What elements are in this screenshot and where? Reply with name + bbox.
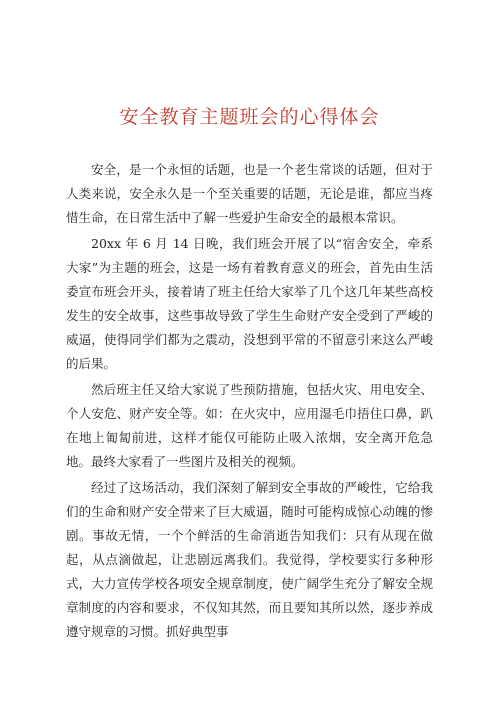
paragraph-2: 20xx 年 6 月 14 日晚，我们班会开展了以“宿舍安全，牵系大家”为主题的班会，这是一场有着教育意义的班会，首先由生活委宣布班会开头，接着请了班主任给大家举了几个这几年某些高校发生的安全故事，这些事故导致了学生生命财产安全受到了严峻的威逼，使得同学们都为之震动，没想到平常的不留意引来这么严峻的后果。 — [66, 236, 433, 371]
paragraph-4: 经过了这场活动，我们深刻了解到安全事故的严峻性，它给我们的生命和财产安全带来了巨大威逼，随时可能构成惊心动魄的惨剧。事故无情，一个个鲜活的生命消逝告知我们：只有从现在做起，从点滴做起，让悲剧远离我们。我觉得，学校要实行多种形式，大力宣传学校各项安全规章制度，使广阔学生充分了解安全规章制度的内容和要求，不仅知其然，而且要知其所以然，逐步养成遵守规章的习惯。抓好典型事 — [66, 480, 433, 639]
document-title: 安全教育主题班会的心得体会 — [119, 106, 380, 128]
paragraph-1: 安全，是一个永恒的话题，也是一个老生常谈的话题，但对于人类来说，安全永久是一个至关重要的话题，无论是谁，都应当疼惜生命，在日常生活中了解一些爱护生命安全的最根本常识。 — [66, 162, 433, 225]
document-body — [66, 158, 433, 644]
paragraph-3: 然后班主任又给大家说了些预防措施，包括火灾、用电安全、个人安危、财产安全等。如：在火灾中，应用湿毛巾捂住口鼻，趴在地上匍匐前进，这样才能仅可能防止吸入浓烟，安全离开危急地。最终大家看了一些图片及相关的视频。 — [66, 382, 433, 469]
